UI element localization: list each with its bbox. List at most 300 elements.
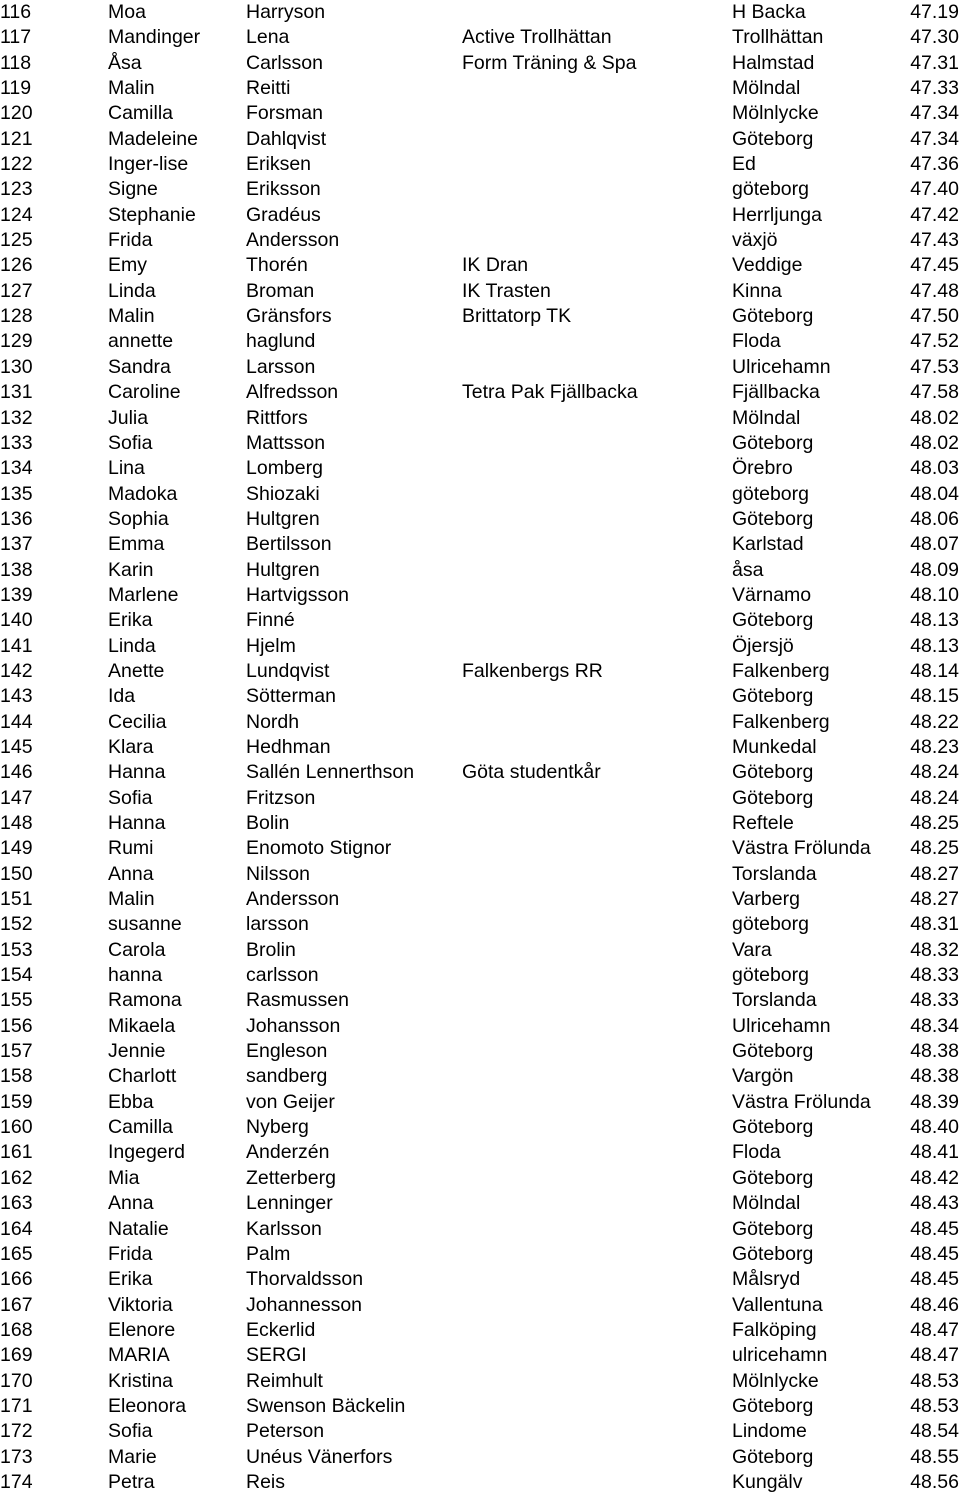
last-name: Reimhult [246, 1369, 323, 1392]
place-number: 168 [0, 1318, 33, 1341]
city-name: Göteborg [732, 1394, 814, 1417]
finish-time: 48.33 [910, 964, 959, 987]
place-number: 124 [0, 203, 33, 226]
result-row [0, 1343, 960, 1368]
first-name: Inger-lise [108, 153, 189, 176]
last-name: Zetterberg [246, 1166, 336, 1189]
city-name: Kungälv [732, 1470, 803, 1493]
last-name: Reitti [246, 77, 291, 100]
result-row [0, 811, 960, 836]
result-row [0, 279, 960, 304]
result-row [0, 659, 960, 684]
last-name: Johansson [246, 1014, 341, 1037]
first-name: Anette [108, 659, 165, 682]
result-row [0, 1369, 960, 1394]
first-name: Jennie [108, 1040, 166, 1063]
finish-time: 48.53 [910, 1369, 959, 1392]
first-name: Åsa [108, 51, 142, 74]
result-row [0, 1191, 960, 1216]
result-row [0, 101, 960, 126]
city-name: Falköping [732, 1318, 817, 1341]
place-number: 160 [0, 1116, 33, 1139]
last-name: Lundqvist [246, 659, 330, 682]
finish-time: 48.13 [910, 609, 959, 632]
finish-time: 48.54 [910, 1420, 959, 1443]
last-name: Hultgren [246, 507, 320, 530]
last-name: carlsson [246, 964, 319, 987]
last-name: Eriksson [246, 178, 321, 201]
finish-time: 48.38 [910, 1040, 959, 1063]
finish-time: 48.15 [910, 685, 959, 708]
city-name: Göteborg [732, 761, 814, 784]
finish-time: 47.48 [910, 279, 959, 302]
last-name: Engleson [246, 1040, 328, 1063]
city-name: Varberg [732, 888, 800, 911]
city-name: växjö [732, 229, 778, 252]
club-name: Brittatorp TK [462, 305, 572, 328]
result-row [0, 963, 960, 988]
result-row [0, 1242, 960, 1267]
place-number: 150 [0, 862, 33, 885]
result-row [0, 1293, 960, 1318]
first-name: Moa [108, 1, 146, 23]
finish-time: 48.02 [910, 406, 959, 429]
finish-time: 48.45 [910, 1242, 959, 1265]
city-name: Målsryd [732, 1268, 801, 1291]
city-name: Örebro [732, 457, 793, 480]
place-number: 127 [0, 279, 33, 302]
city-name: H Backa [732, 1, 806, 23]
finish-time: 48.32 [910, 938, 959, 961]
place-number: 116 [0, 1, 32, 23]
last-name: Johannesson [246, 1293, 363, 1316]
finish-time: 48.25 [910, 837, 959, 860]
first-name: Madeleine [108, 127, 198, 150]
first-name: Sophia [108, 507, 169, 530]
place-number: 170 [0, 1369, 33, 1392]
city-name: Västra Frölunda [732, 837, 871, 860]
last-name: SERGI [246, 1344, 307, 1367]
result-row [0, 127, 960, 152]
result-row [0, 152, 960, 177]
place-number: 131 [0, 381, 33, 404]
first-name: susanne [108, 913, 182, 936]
first-name: Petra [108, 1470, 155, 1493]
last-name: Harryson [246, 1, 326, 23]
last-name: Bolin [246, 812, 290, 834]
city-name: göteborg [732, 913, 809, 936]
finish-time: 47.58 [910, 381, 959, 404]
result-row [0, 532, 960, 557]
finish-time: 48.53 [910, 1394, 959, 1417]
last-name: Palm [246, 1242, 291, 1265]
finish-time: 48.23 [910, 735, 959, 758]
result-row [0, 203, 960, 228]
first-name: Linda [108, 634, 156, 657]
finish-time: 48.56 [910, 1470, 959, 1493]
last-name: Sallén Lennerthson [246, 761, 415, 784]
place-number: 138 [0, 558, 33, 581]
place-number: 135 [0, 482, 33, 505]
city-name: Reftele [732, 812, 794, 834]
place-number: 146 [0, 761, 33, 784]
place-number: 163 [0, 1192, 33, 1215]
first-name: Ramona [108, 989, 182, 1012]
result-row [0, 304, 960, 329]
last-name: Gradéus [246, 203, 321, 226]
city-name: Torslanda [732, 862, 817, 885]
city-name: Göteborg [732, 1166, 814, 1189]
result-row [0, 1064, 960, 1089]
last-name: Nilsson [246, 862, 310, 885]
finish-time: 48.41 [910, 1141, 959, 1164]
result-row [0, 735, 960, 760]
city-name: Göteborg [732, 1040, 814, 1063]
first-name: Frida [108, 1242, 153, 1265]
place-number: 149 [0, 837, 33, 860]
first-name: Elenore [108, 1318, 176, 1341]
place-number: 156 [0, 1014, 33, 1037]
last-name: Lomberg [246, 457, 323, 480]
place-number: 161 [0, 1141, 33, 1164]
place-number: 173 [0, 1445, 33, 1468]
result-row [0, 786, 960, 811]
city-name: Värnamo [732, 583, 812, 606]
finish-time: 48.24 [910, 786, 959, 809]
last-name: Peterson [246, 1420, 325, 1443]
club-name: Tetra Pak Fjällbacka [462, 381, 638, 404]
last-name: Lenninger [246, 1192, 333, 1215]
first-name: Emy [108, 254, 147, 277]
last-name: Eckerlid [246, 1318, 316, 1341]
place-number: 152 [0, 913, 33, 936]
last-name: Forsman [246, 102, 323, 125]
city-name: Göteborg [732, 1217, 814, 1240]
first-name: Frida [108, 229, 153, 252]
place-number: 139 [0, 583, 33, 606]
result-row [0, 836, 960, 861]
finish-time: 47.53 [910, 355, 959, 378]
result-row [0, 1090, 960, 1115]
city-name: Ulricehamn [732, 355, 831, 378]
first-name: Madoka [108, 482, 178, 505]
place-number: 169 [0, 1344, 33, 1367]
finish-time: 48.38 [910, 1065, 959, 1088]
city-name: Floda [732, 1141, 781, 1164]
result-row [0, 634, 960, 659]
city-name: Karlstad [732, 533, 804, 556]
last-name: Finné [246, 609, 295, 632]
place-number: 166 [0, 1268, 33, 1291]
first-name: Mikaela [108, 1014, 176, 1037]
club-name: IK Trasten [462, 279, 551, 302]
city-name: Ulricehamn [732, 1014, 831, 1037]
club-name: Falkenbergs RR [462, 659, 603, 682]
place-number: 143 [0, 685, 33, 708]
place-number: 125 [0, 229, 33, 252]
place-number: 162 [0, 1166, 33, 1189]
finish-time: 47.30 [910, 26, 959, 49]
result-row [0, 988, 960, 1013]
result-row [0, 253, 960, 278]
place-number: 165 [0, 1242, 33, 1265]
result-row [0, 558, 960, 583]
city-name: Floda [732, 330, 781, 353]
club-name: IK Dran [462, 254, 529, 277]
result-row [0, 431, 960, 456]
finish-time: 48.03 [910, 457, 959, 480]
first-name: Kristina [108, 1369, 174, 1392]
city-name: Göteborg [732, 431, 814, 454]
place-number: 122 [0, 153, 33, 176]
city-name: Göteborg [732, 127, 814, 150]
result-row [0, 1318, 960, 1343]
finish-time: 47.19 [910, 1, 959, 23]
first-name: Malin [108, 77, 155, 100]
place-number: 117 [0, 26, 32, 49]
result-row [0, 355, 960, 380]
last-name: Andersson [246, 888, 340, 911]
first-name: Sofia [108, 431, 153, 454]
last-name: Rittfors [246, 406, 308, 429]
result-row [0, 760, 960, 785]
city-name: Halmstad [732, 51, 815, 74]
result-row [0, 608, 960, 633]
finish-time: 48.42 [910, 1166, 959, 1189]
result-row [0, 25, 960, 50]
last-name: Thorvaldsson [246, 1268, 364, 1291]
place-number: 157 [0, 1040, 33, 1063]
first-name: MARIA [108, 1344, 170, 1367]
place-number: 136 [0, 507, 33, 530]
place-number: 159 [0, 1090, 33, 1113]
first-name: Anna [108, 862, 154, 885]
last-name: Hedhman [246, 735, 331, 758]
finish-time: 48.07 [910, 533, 959, 556]
first-name: Klara [108, 735, 154, 758]
city-name: Vara [732, 938, 772, 961]
place-number: 119 [0, 77, 32, 100]
place-number: 158 [0, 1065, 33, 1088]
first-name: Julia [108, 406, 149, 429]
place-number: 130 [0, 355, 33, 378]
result-row [0, 1039, 960, 1064]
result-row [0, 1267, 960, 1292]
finish-time: 48.02 [910, 431, 959, 454]
finish-time: 48.27 [910, 888, 959, 911]
city-name: åsa [732, 558, 764, 581]
last-name: Unéus Vänerfors [246, 1445, 393, 1468]
finish-time: 48.34 [910, 1014, 959, 1037]
last-name: Mattsson [246, 431, 326, 454]
place-number: 120 [0, 102, 33, 125]
first-name: Erika [108, 609, 153, 632]
first-name: Camilla [108, 1116, 174, 1139]
city-name: Trollhättan [732, 26, 824, 49]
first-name: Emma [108, 533, 165, 556]
city-name: Mölndal [732, 1192, 801, 1215]
finish-time: 48.13 [910, 634, 959, 657]
last-name: haglund [246, 330, 316, 353]
first-name: Camilla [108, 102, 174, 125]
finish-time: 48.25 [910, 812, 959, 834]
place-number: 118 [0, 51, 32, 74]
result-row [0, 710, 960, 735]
last-name: Lena [246, 26, 290, 49]
finish-time: 47.36 [910, 153, 959, 176]
finish-time: 48.10 [910, 583, 959, 606]
finish-time: 48.55 [910, 1445, 959, 1468]
result-row [0, 406, 960, 431]
result-row [0, 380, 960, 405]
first-name: Eleonora [108, 1394, 187, 1417]
place-number: 151 [0, 888, 33, 911]
finish-time: 48.45 [910, 1268, 959, 1291]
first-name: Marie [108, 1445, 157, 1468]
first-name: Lina [108, 457, 145, 480]
result-row [0, 51, 960, 76]
city-name: Göteborg [732, 685, 814, 708]
last-name: Swenson Bäckelin [246, 1394, 406, 1417]
last-name: Nordh [246, 710, 300, 733]
city-name: Mölnlycke [732, 1369, 819, 1392]
place-number: 133 [0, 431, 33, 454]
place-number: 171 [0, 1394, 33, 1417]
last-name: Alfredsson [246, 381, 339, 404]
finish-time: 48.31 [910, 913, 959, 936]
last-name: Nyberg [246, 1116, 309, 1139]
result-row [0, 1115, 960, 1140]
finish-time: 48.04 [910, 482, 959, 505]
city-name: Falkenberg [732, 710, 830, 733]
finish-time: 48.14 [910, 659, 959, 682]
city-name: Öjersjö [732, 634, 794, 657]
finish-time: 48.40 [910, 1116, 959, 1139]
result-row [0, 1394, 960, 1419]
first-name: Linda [108, 279, 156, 302]
city-name: Göteborg [732, 1242, 814, 1265]
last-name: Shiozaki [246, 482, 320, 505]
first-name: Ida [108, 685, 136, 708]
last-name: von Geijer [246, 1090, 335, 1113]
club-name: Form Träning & Spa [462, 51, 637, 74]
club-name: Göta studentkår [462, 761, 601, 784]
result-row [0, 482, 960, 507]
first-name: Hanna [108, 761, 166, 784]
first-name: Sofia [108, 1420, 153, 1443]
result-row [0, 583, 960, 608]
finish-time: 47.31 [910, 51, 959, 74]
place-number: 137 [0, 533, 33, 556]
first-name: Sofia [108, 786, 153, 809]
finish-time: 47.33 [910, 77, 959, 100]
finish-time: 47.34 [910, 127, 959, 150]
result-row [0, 1419, 960, 1444]
place-number: 167 [0, 1293, 33, 1316]
city-name: Veddige [732, 254, 803, 277]
finish-time: 47.34 [910, 102, 959, 125]
last-name: Brolin [246, 938, 296, 961]
last-name: Broman [246, 279, 315, 302]
first-name: Cecilia [108, 710, 167, 733]
city-name: Fjällbacka [732, 381, 820, 404]
last-name: Reis [246, 1470, 286, 1493]
finish-time: 48.27 [910, 862, 959, 885]
place-number: 145 [0, 735, 33, 758]
first-name: Hanna [108, 812, 166, 834]
city-name: Ed [732, 153, 756, 176]
finish-time: 47.42 [910, 203, 959, 226]
city-name: göteborg [732, 178, 809, 201]
place-number: 141 [0, 634, 33, 657]
club-name: Active Trollhättan [462, 26, 612, 49]
result-row [0, 1140, 960, 1165]
last-name: Thorén [246, 254, 308, 277]
first-name: Karin [108, 558, 154, 581]
place-number: 128 [0, 305, 33, 328]
first-name: Malin [108, 888, 155, 911]
finish-time: 47.40 [910, 178, 959, 201]
result-row [0, 507, 960, 532]
result-row [0, 76, 960, 101]
last-name: Hultgren [246, 558, 320, 581]
place-number: 134 [0, 457, 33, 480]
finish-time: 48.33 [910, 989, 959, 1012]
place-number: 154 [0, 964, 33, 987]
city-name: Mölndal [732, 77, 801, 100]
result-row [0, 456, 960, 481]
place-number: 148 [0, 812, 33, 834]
last-name: Bertilsson [246, 533, 332, 556]
last-name: Rasmussen [246, 989, 349, 1012]
city-name: Mölndal [732, 406, 801, 429]
first-name: Anna [108, 1192, 154, 1215]
place-number: 123 [0, 178, 33, 201]
last-name: Carlsson [246, 51, 323, 74]
place-number: 126 [0, 254, 33, 277]
last-name: Karlsson [246, 1217, 322, 1240]
result-row [0, 329, 960, 354]
last-name: Enomoto Stignor [246, 837, 392, 860]
finish-time: 48.24 [910, 761, 959, 784]
city-name: göteborg [732, 482, 809, 505]
result-row [0, 177, 960, 202]
result-row [0, 887, 960, 912]
place-number: 121 [0, 127, 33, 150]
last-name: sandberg [246, 1065, 328, 1088]
first-name: Caroline [108, 381, 181, 404]
place-number: 147 [0, 786, 33, 809]
city-name: Vallentuna [732, 1293, 823, 1316]
result-row [0, 938, 960, 963]
first-name: annette [108, 330, 174, 353]
last-name: larsson [246, 913, 309, 936]
city-name: Torslanda [732, 989, 817, 1012]
last-name: Gränsfors [246, 305, 332, 328]
finish-time: 47.45 [910, 254, 959, 277]
last-name: Eriksen [246, 153, 312, 176]
city-name: Kinna [732, 279, 782, 302]
result-row [0, 684, 960, 709]
first-name: Rumi [108, 837, 154, 860]
finish-time: 48.39 [910, 1090, 959, 1113]
first-name: Viktoria [108, 1293, 173, 1316]
finish-time: 48.46 [910, 1293, 959, 1316]
result-row [0, 1166, 960, 1191]
city-name: Lindome [732, 1420, 807, 1443]
city-name: Göteborg [732, 507, 814, 530]
last-name: Fritzson [246, 786, 316, 809]
